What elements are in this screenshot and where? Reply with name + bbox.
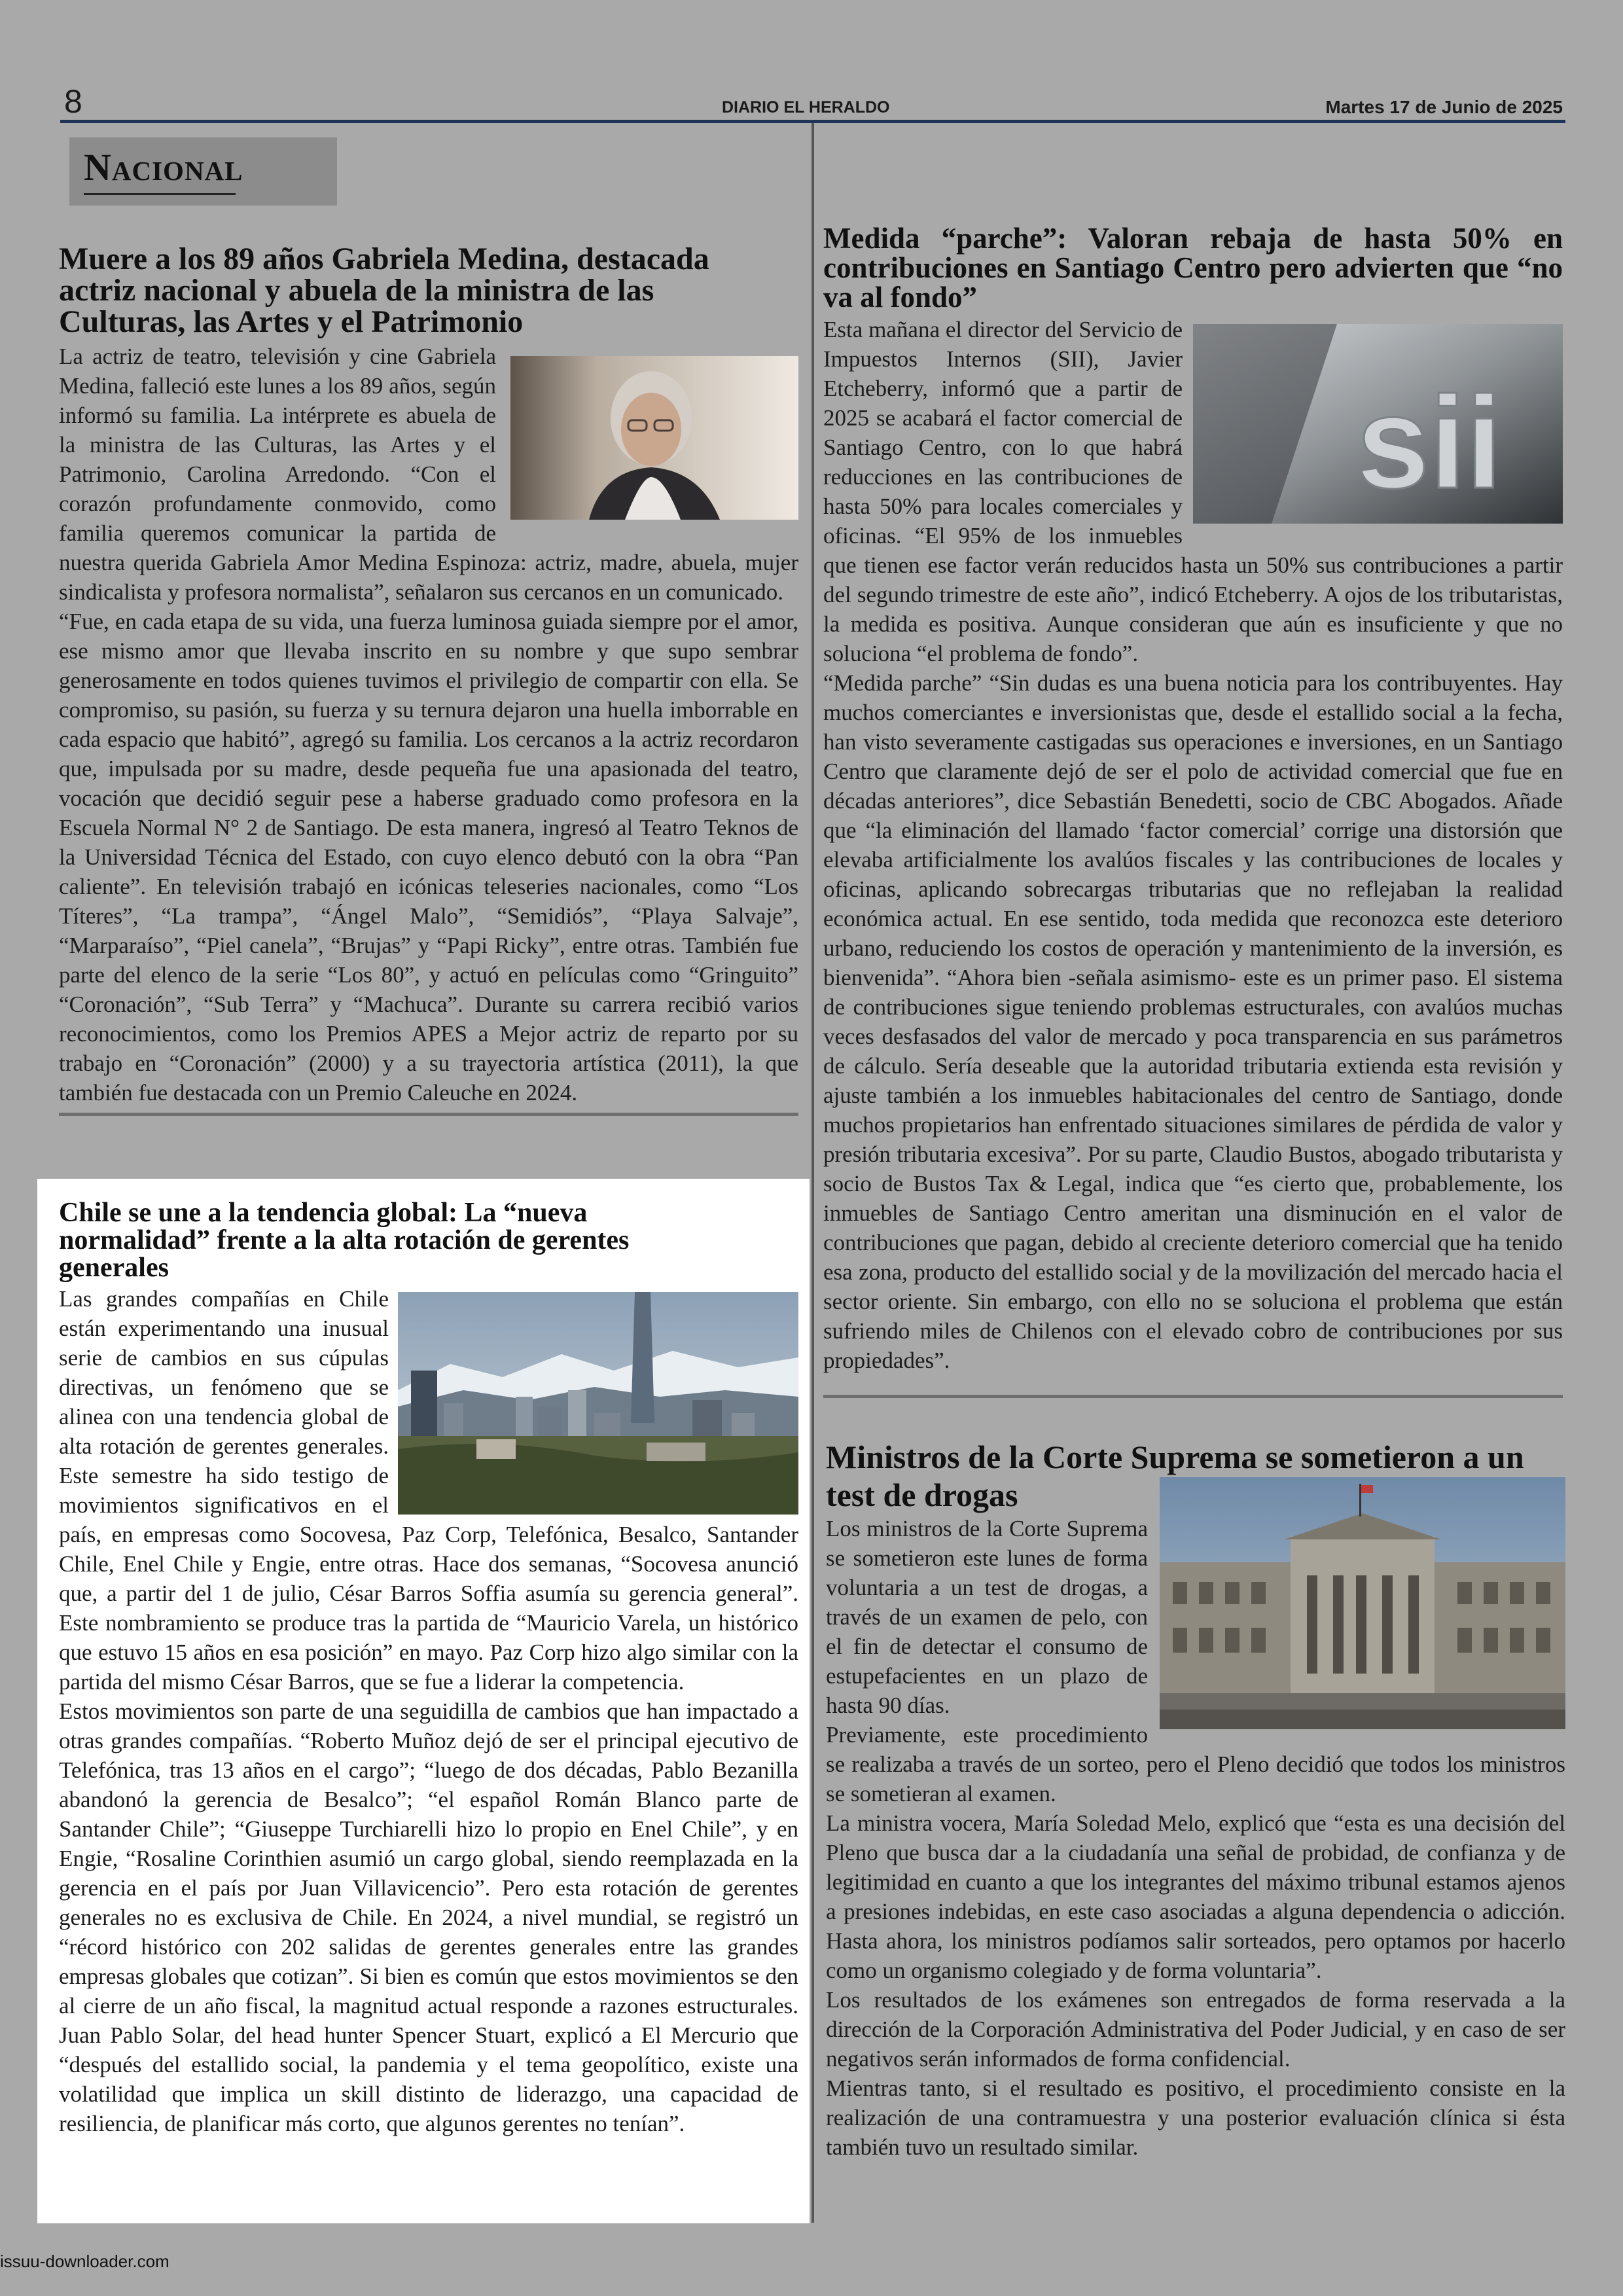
section-underline [84, 193, 236, 195]
woman-portrait-image [510, 356, 798, 520]
sii-logo-photo [1193, 324, 1563, 524]
portrait-photo [510, 356, 798, 520]
publication-date: Martes 17 de Junio de 2025 [1325, 97, 1563, 117]
skyline-photo [398, 1292, 798, 1515]
article-gerentes [59, 1199, 798, 2138]
santiago-skyline-image [398, 1292, 798, 1515]
section-title: Nacional [84, 146, 243, 188]
sii-building-image [1193, 324, 1563, 524]
article-body: Los ministros de la Corte Suprema se sometieron este lunes de forma voluntaria a un test de drogas, a través de un examen de pelo, con el fin de detectar el consumo de estupefacientes en un plazo de hasta 90 días. Previamente, este procedimiento se realizaba a través de un sorteo, pero el Pleno decidió que todos los ministros se sometieran al examen. La ministra vocera, María Soledad Melo, explicó que “esta es una decisión del Pleno que busca dar a la ciudadanía una señal de probidad, de confianza y de legitimidad en cuanto a que los integrantes del máximo tribunal estamos ajenos a presiones indebidas, en este caso asociadas a alguna dependencia o adicción. Hasta ahora, los ministros podíamos salir sorteados, pero optamos por hacerlo como un organismo colegiado y de forma voluntaria”. Los resultados de los exámenes son entregados de forma reservada a la dirección de la Corporación Administrativa del Poder Judicial, y en caso de ser negativos serán informados de forma confidencial. Mientras tanto, si el resultado es positivo, el procedimiento consiste en la realización de una contramuestra y una posterior evaluación clínica si ésta también tuvo un resultado similar. [826, 1514, 1565, 2162]
article-body: La actriz de teatro, televisión y cine Gabriela Medina, falleció este lunes a los 89 años, según informó su familia. La intérprete es abuela de la ministra de las Culturas, las Artes y el Patrimonio, Carolina Arredondo. “Con el corazón profundamente conmovido, como familia queremos comunicar la partida de nuestra querida Gabriela Amor Medina Espinoza: actriz, madre, abuela, mujer sindicalista y profesora normalista”, señalaron sus cercanos en un comunicado. “Fue, en cada etapa de su vida, una fuerza luminosa guiada siempre por el amor, ese mismo amor que llevaba inscrito en su nombre y que supo sembrar generosamente en todos quienes tuvimos el privilegio de compartir con ella. Se compromiso, su pasión, su fuerza y su ternura dejaron una huella imborrable en cada espacio que habitó”, agregó su familia. Los cercanos a la actriz recordaron que, impulsada por su madre, desde pequeña fue una apasionada del teatro, vocación que decidió seguir pese a haberse graduado como profesora en la Escuela Normal N° 2 de Santiago. De esta manera, ingresó al Teatro Teknos de la Universidad Técnica del Estado, con cuyo elenco debutó con la obra “Pan caliente”. En televisión trabajó en icónicas teleseries nacionales, como “Los Títeres”, “La trampa”, “Ángel Malo”, “Semidiós”, “Playa Salvaje”, “Marparaíso”, “Piel canela”, “Brujas” y “Papi Ricky”, entre otras. También fue parte del elenco de la serie “Los 80”, y actuó en películas como “Gringuito” “Coronación”, “Sub Terra” y “Machuca”. Durante su carrera recibió varios reconocimientos, como los Premios APES a Mejor actriz de reparto por su trabajo en “Coronación” (2000) y a su trayectoria artística (2011), la que también fue destacada con un Premio Caleuche en 2024. [59, 344, 798, 1105]
page-number: 8 [64, 83, 82, 120]
article-headline: Medida “parche”: Valoran rebaja de hasta 50% en contribuciones en Santiago Centro pero advierten que “no va al fondo” [823, 222, 1563, 314]
article-separator [823, 1395, 1563, 1398]
svg-text:sii: sii [1357, 370, 1503, 516]
article-headline: Chile se une a la tendencia global: La “nueva normalidad” frente a la alta rotación de gerentes generales [59, 1198, 630, 1283]
article-headline: Muere a los 89 años Gabriela Medina, destacada actriz nacional y abuela de la ministra de las Culturas, las Artes y el Patrimonio [59, 242, 709, 339]
article-headline: Ministros de la Corte Suprema se sometieron a un test de drogas [826, 1439, 1524, 1513]
article-medina [59, 243, 798, 1116]
article-contribuciones [823, 224, 1563, 1398]
article-body: sii Esta mañana el director del Servicio de Impuestos Internos (SII), Javier Etcheberry, informó que a partir de 2025 se acabará el factor comercial de Santiago Centro, con lo que habrá reducciones en las contribuciones de hasta 50% para locales comerciales y oficinas. “El 95% de los inmuebles que tienen ese factor verán reducidos hasta un 50% sus contribuciones a partir del segundo trimestre de este año”, indicó Etcheberry. A ojos de los tributaristas, la medida es positiva. Aunque consideran que aún es insuficiente y que no soluciona “el problema de fondo”. “Medida parche” “Sin dudas es una buena noticia para los contribuyentes. Hay muchos comerciantes e inversionistas que, desde el estallido social a la fecha, han visto severamente castigadas sus operaciones e inversiones, en un Santiago Centro que claramente dejó de ser el polo de actividad comercial que fue en décadas anteriores”, dice Sebastián Benedetti, socio de CBC Abogados. Añade que “la eliminación del llamado ‘factor comercial’ corrige una distorsión que elevaba artificialmente los avalúos fiscales y las contribuciones de locales y oficinas, aplicando sobrecargas tributarias que no reflejaban la realidad económica actual. En ese sentido, toda medida que reconozca este deterioro urbano, reduciendo los costos de operación y mantenimiento de la inversión, es bienvenida”. “Ahora bien -señala asimismo- este es un primer paso. El sistema de contribuciones sigue teniendo problemas estructurales, con avalúos muchas veces desfasados del valor de mercado y poca transparencia en sus parámetros de cálculo. Sería deseable que la autoridad tributaria extienda esta revisión y ajuste también a los inmuebles habitacionales del centro de Santiago, donde muchos propietarios han enfrentado situaciones similares de pérdida de valor y presión tributaria excesiva”. Por su parte, Claudio Bustos, abogado tributarista y socio de Bustos Tax & Legal, indica que “es cierto que, probablemente, los inmuebles de Santiago Centro ameritan una disminución en el valor de contribuciones que pagan, debido al creciente deterioro comercial que ha tenido esa zona, producto del estallido social y de la movilización del mercado hacia el sector oriente. Sin embargo, con ello no se soluciona el problema que están sufriendo miles de Chilenos con el elevado cobro de contribuciones por sus propiedades”. [823, 317, 1563, 1373]
watermark-text: issuu-downloader.com [0, 2251, 169, 2271]
corte-suprema-building-image [1160, 1477, 1565, 1729]
article-body: Las grandes compañías en Chile están experimentando una inusual serie de cambios en sus cúpulas directivas, un fenómeno que se alinea con una tendencia global de alta rotación de gerentes generales. Este semestre ha sido testigo de movimientos significativos en el país, en empresas como Socovesa, Paz Corp, Telefónica, Besalco, Santander Chile, Enel Chile y Engie, entre otras. Hace dos semanas, “Socovesa anunció que, a partir del 1 de julio, César Barros Soffia asumía su gerencia general”. Este nombramiento se produce tras la partida de “Mauricio Varela, un histórico que estuvo 15 años en esa posición” en mayo. Paz Corp hizo algo similar con la partida del mismo César Barros, que se fue a liderar la competencia. Estos movimientos son parte de una seguidilla de cambios que han impactado a otras grandes compañías. “Roberto Muñoz dejó de ser el principal ejecutivo de Telefónica, tras 13 años en el cargo”; “luego de dos décadas, Pablo Bezanilla abandonó la gerencia de Besalco”; “el español Román Blanco parte de Santander Chile”; “Giuseppe Turchiarelli hizo lo propio en Enel Chile”, y en Engie, “Rosaline Corinthien asumió un cargo global, siendo reemplazada en la gerencia en el país por Juan Villavicencio”. Pero esta rotación de gerentes generales no es exclusiva de Chile. En 2024, a nivel mundial, se registró un “récord histórico con 202 salidas de gerentes generales entre las grandes empresas globales que cotizan”. Si bien es común que estos movimientos se den al cierre de un año fiscal, la magnitud actual responde a razones estructurales. Juan Pablo Solar, del head hunter Spencer Stuart, explicó a El Mercurio que “después del estallido social, la pandemia y el tema geopolítico, existe una volatilidad que implica un skill distinto de liderazgo, una capacidad de resiliencia, de planificar más corto, que algunos gerentes no tenían”. [59, 1286, 798, 2136]
article-drogas [826, 1438, 1565, 2162]
publication-name: DIARIO EL HERALDO [722, 98, 890, 117]
courthouse-photo [1160, 1477, 1565, 1729]
article-separator [59, 1113, 798, 1116]
column-divider [812, 123, 814, 2223]
